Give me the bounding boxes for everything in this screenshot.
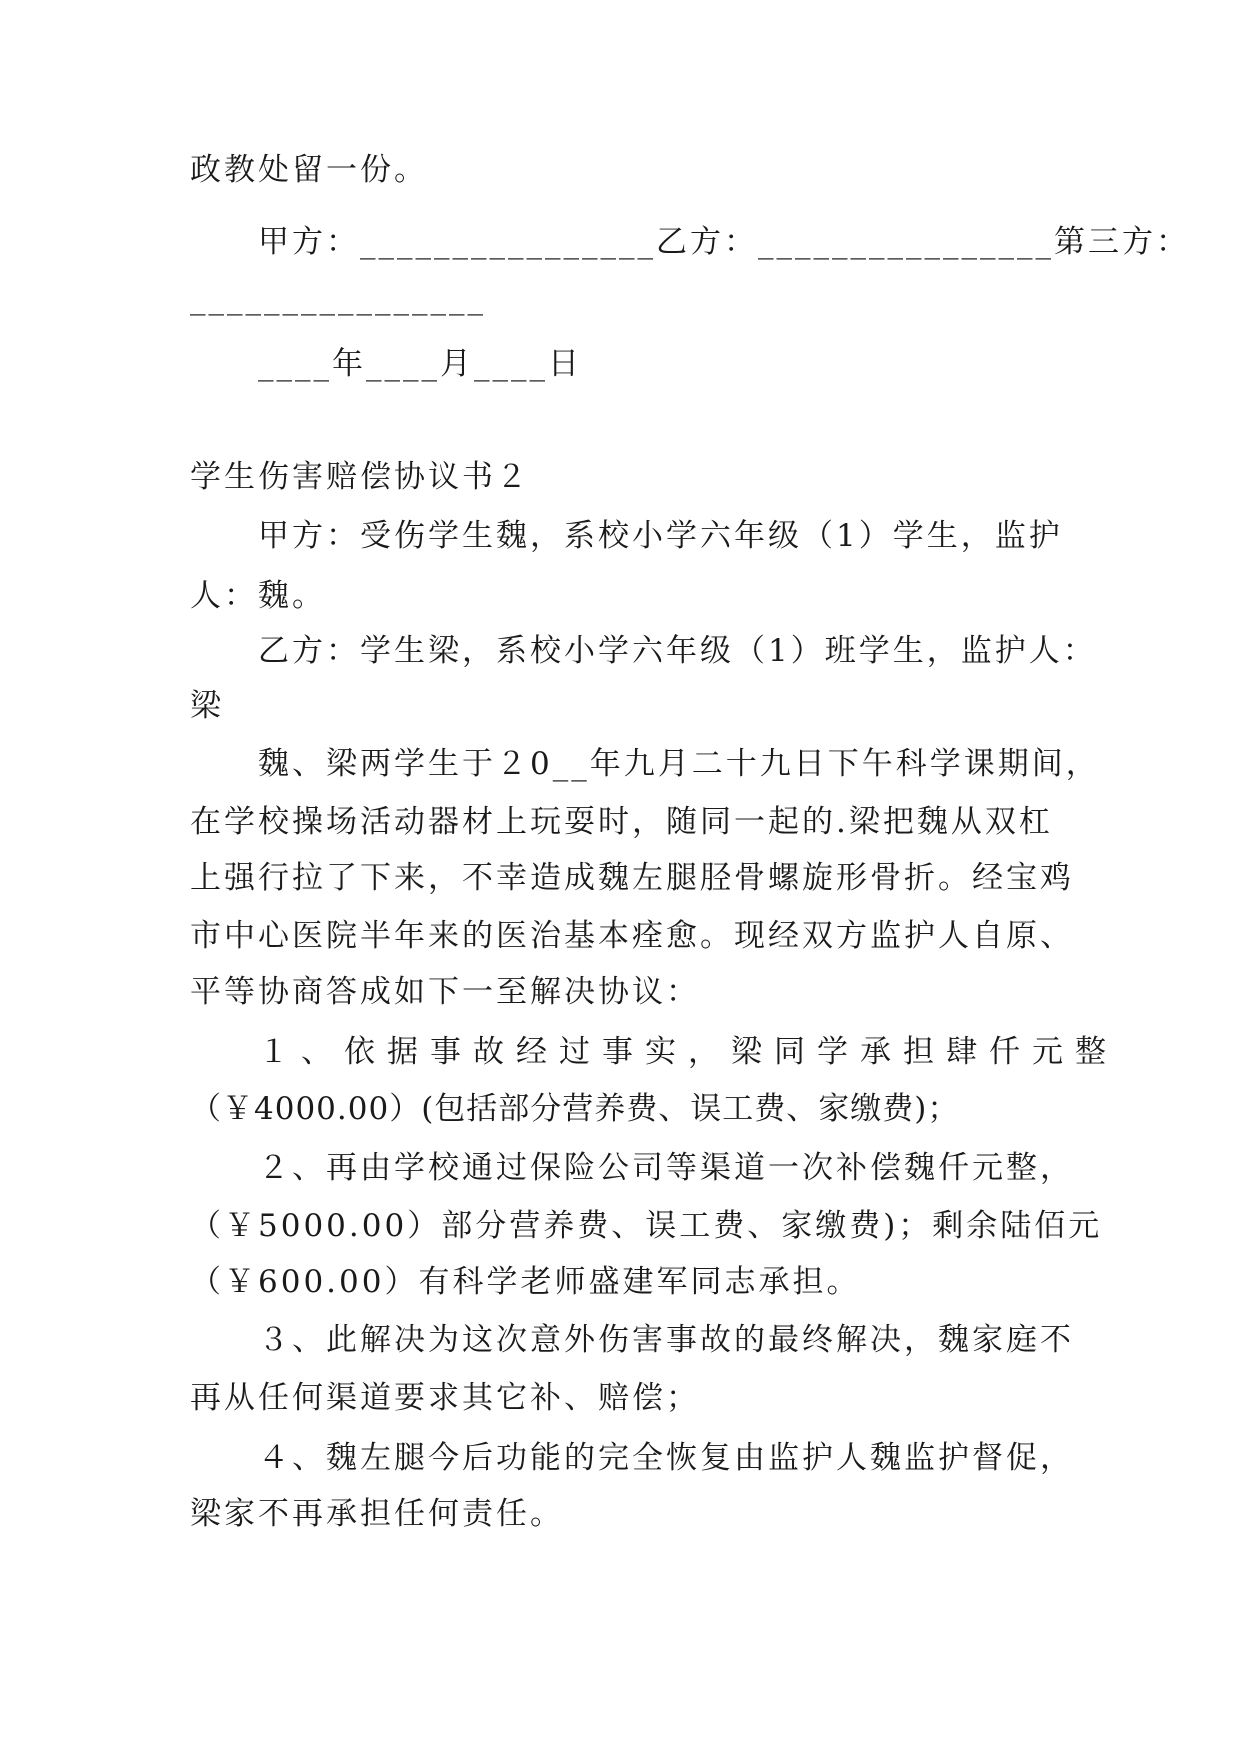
signature-line: 甲方：________________乙方：________________第三方： <box>258 224 1190 260</box>
clause-4-line-continued: 梁家不再承担任何责任。 <box>190 1496 564 1532</box>
clause-2-line-continued: （￥5000.00）部分营养费、误工费、家缴费)；剩余陆佰元 <box>190 1208 1103 1244</box>
party-b-line-continued: 梁 <box>190 688 224 724</box>
body-paragraph-line: 魏、梁两学生于２0__年九月二十九日下午科学课期间， <box>258 746 1100 782</box>
clause-1-line: １、依据事故经过事实，梁同学承担肆仟元整 <box>258 1034 1118 1070</box>
party-a-line: 甲方：受伤学生魏，系校小学六年级（1）学生，监护 <box>258 518 1063 554</box>
clause-4-line: ４、魏左腿今后功能的完全恢复由监护人魏监护督促， <box>258 1440 1074 1476</box>
clause-3-line: ３、此解决为这次意外伤害事故的最终解决，魏家庭不 <box>258 1322 1074 1358</box>
clause-1-line-continued: （￥4000.00）(包括部分营养费、误工费、家缴费)； <box>190 1091 960 1127</box>
body-paragraph-line: 市中心医院半年来的医治基本痊愈。现经双方监护人自原、 <box>190 918 1074 954</box>
body-paragraph-line: 在学校操场活动器材上玩耍时，随同一起的.梁把魏从双杠 <box>190 804 1053 840</box>
text-line: 政教处留一份。 <box>190 152 428 188</box>
clause-3-line-continued: 再从任何渠道要求其它补、赔偿； <box>190 1380 700 1416</box>
party-b-line: 乙方：学生梁，系校小学六年级（1）班学生，监护人： <box>258 633 1097 669</box>
clause-2-line: ２、再由学校通过保险公司等渠道一次补偿魏仟元整， <box>258 1150 1074 1186</box>
party-a-line-continued: 人：魏。 <box>190 578 326 614</box>
clause-2-line-continued: （￥600.00）有科学老师盛建军同志承担。 <box>190 1264 861 1300</box>
section-title: 学生伤害赔偿协议书２ <box>190 459 530 495</box>
signature-line-continued: ________________ <box>190 280 486 316</box>
date-line: ____年____月____日 <box>258 346 582 382</box>
body-paragraph-line: 平等协商答成如下一至解决协议： <box>190 974 700 1010</box>
body-paragraph-line: 上强行拉了下来，不幸造成魏左腿胫骨螺旋形骨折。经宝鸡 <box>190 860 1074 896</box>
